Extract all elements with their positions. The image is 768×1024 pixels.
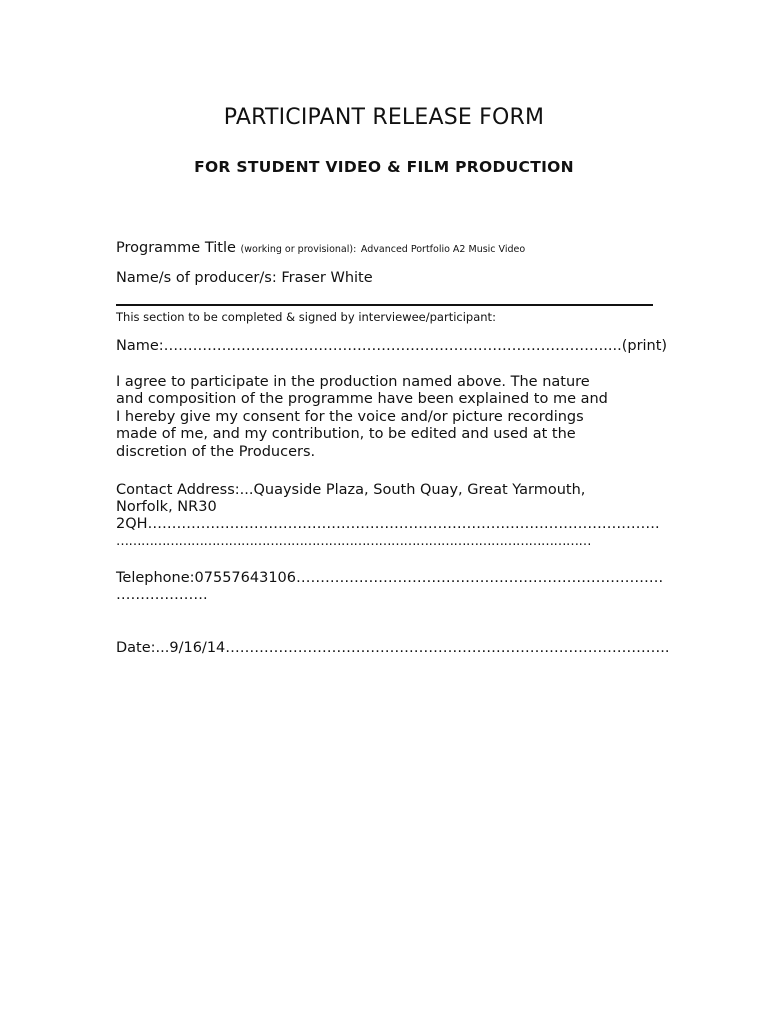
programme-title-line bbox=[116, 240, 525, 256]
consent-line: discretion of the Producers. bbox=[116, 443, 316, 460]
telephone-line: ………………. bbox=[116, 587, 208, 603]
consent-line: I hereby give my consent for the voice and/or picture recordings bbox=[116, 408, 584, 425]
consent-line: I agree to participate in the production named above. The nature bbox=[116, 374, 590, 390]
telephone-field bbox=[116, 570, 664, 604]
section-instruction: This section to be completed & signed by interviewee/participant: bbox=[116, 310, 496, 324]
producer-value: Fraser White bbox=[281, 270, 373, 286]
telephone-line: Telephone:07557643106…………………………………………………………………. bbox=[116, 570, 664, 586]
participant-name-field: Name:……………………………………………………………………………….....(print) bbox=[116, 338, 668, 354]
address-line: Contact Address:...Quayside Plaza, South Quay, Great Yarmouth, bbox=[116, 482, 586, 498]
consent-line: made of me, and my contribution, to be edited and used at the bbox=[116, 426, 576, 443]
date-field: Date:...9/16/14……………………………………………………………………………….. bbox=[116, 640, 670, 656]
address-line: 2QH……………………………………………………………………………………………. bbox=[116, 516, 660, 532]
producer-label: Name/s of producer/s: bbox=[116, 270, 277, 286]
programme-title-value: Advanced Portfolio A2 Music Video bbox=[360, 244, 526, 255]
address-line: Norfolk, NR30 bbox=[116, 499, 217, 515]
consent-paragraph bbox=[116, 374, 656, 461]
form-title: PARTICIPANT RELEASE FORM bbox=[223, 105, 545, 130]
consent-line: and composition of the programme have been explained to me and bbox=[116, 391, 608, 408]
contact-address-field bbox=[116, 482, 660, 550]
form-subtitle: FOR STUDENT VIDEO & FILM PRODUCTION bbox=[194, 158, 574, 176]
programme-title-label: Programme Title bbox=[116, 240, 236, 256]
section-divider bbox=[116, 304, 653, 306]
programme-title-note: (working or provisional): bbox=[240, 244, 357, 255]
address-line: …………………………………………………………………………………………………… bbox=[116, 534, 591, 549]
producer-line bbox=[116, 270, 373, 286]
